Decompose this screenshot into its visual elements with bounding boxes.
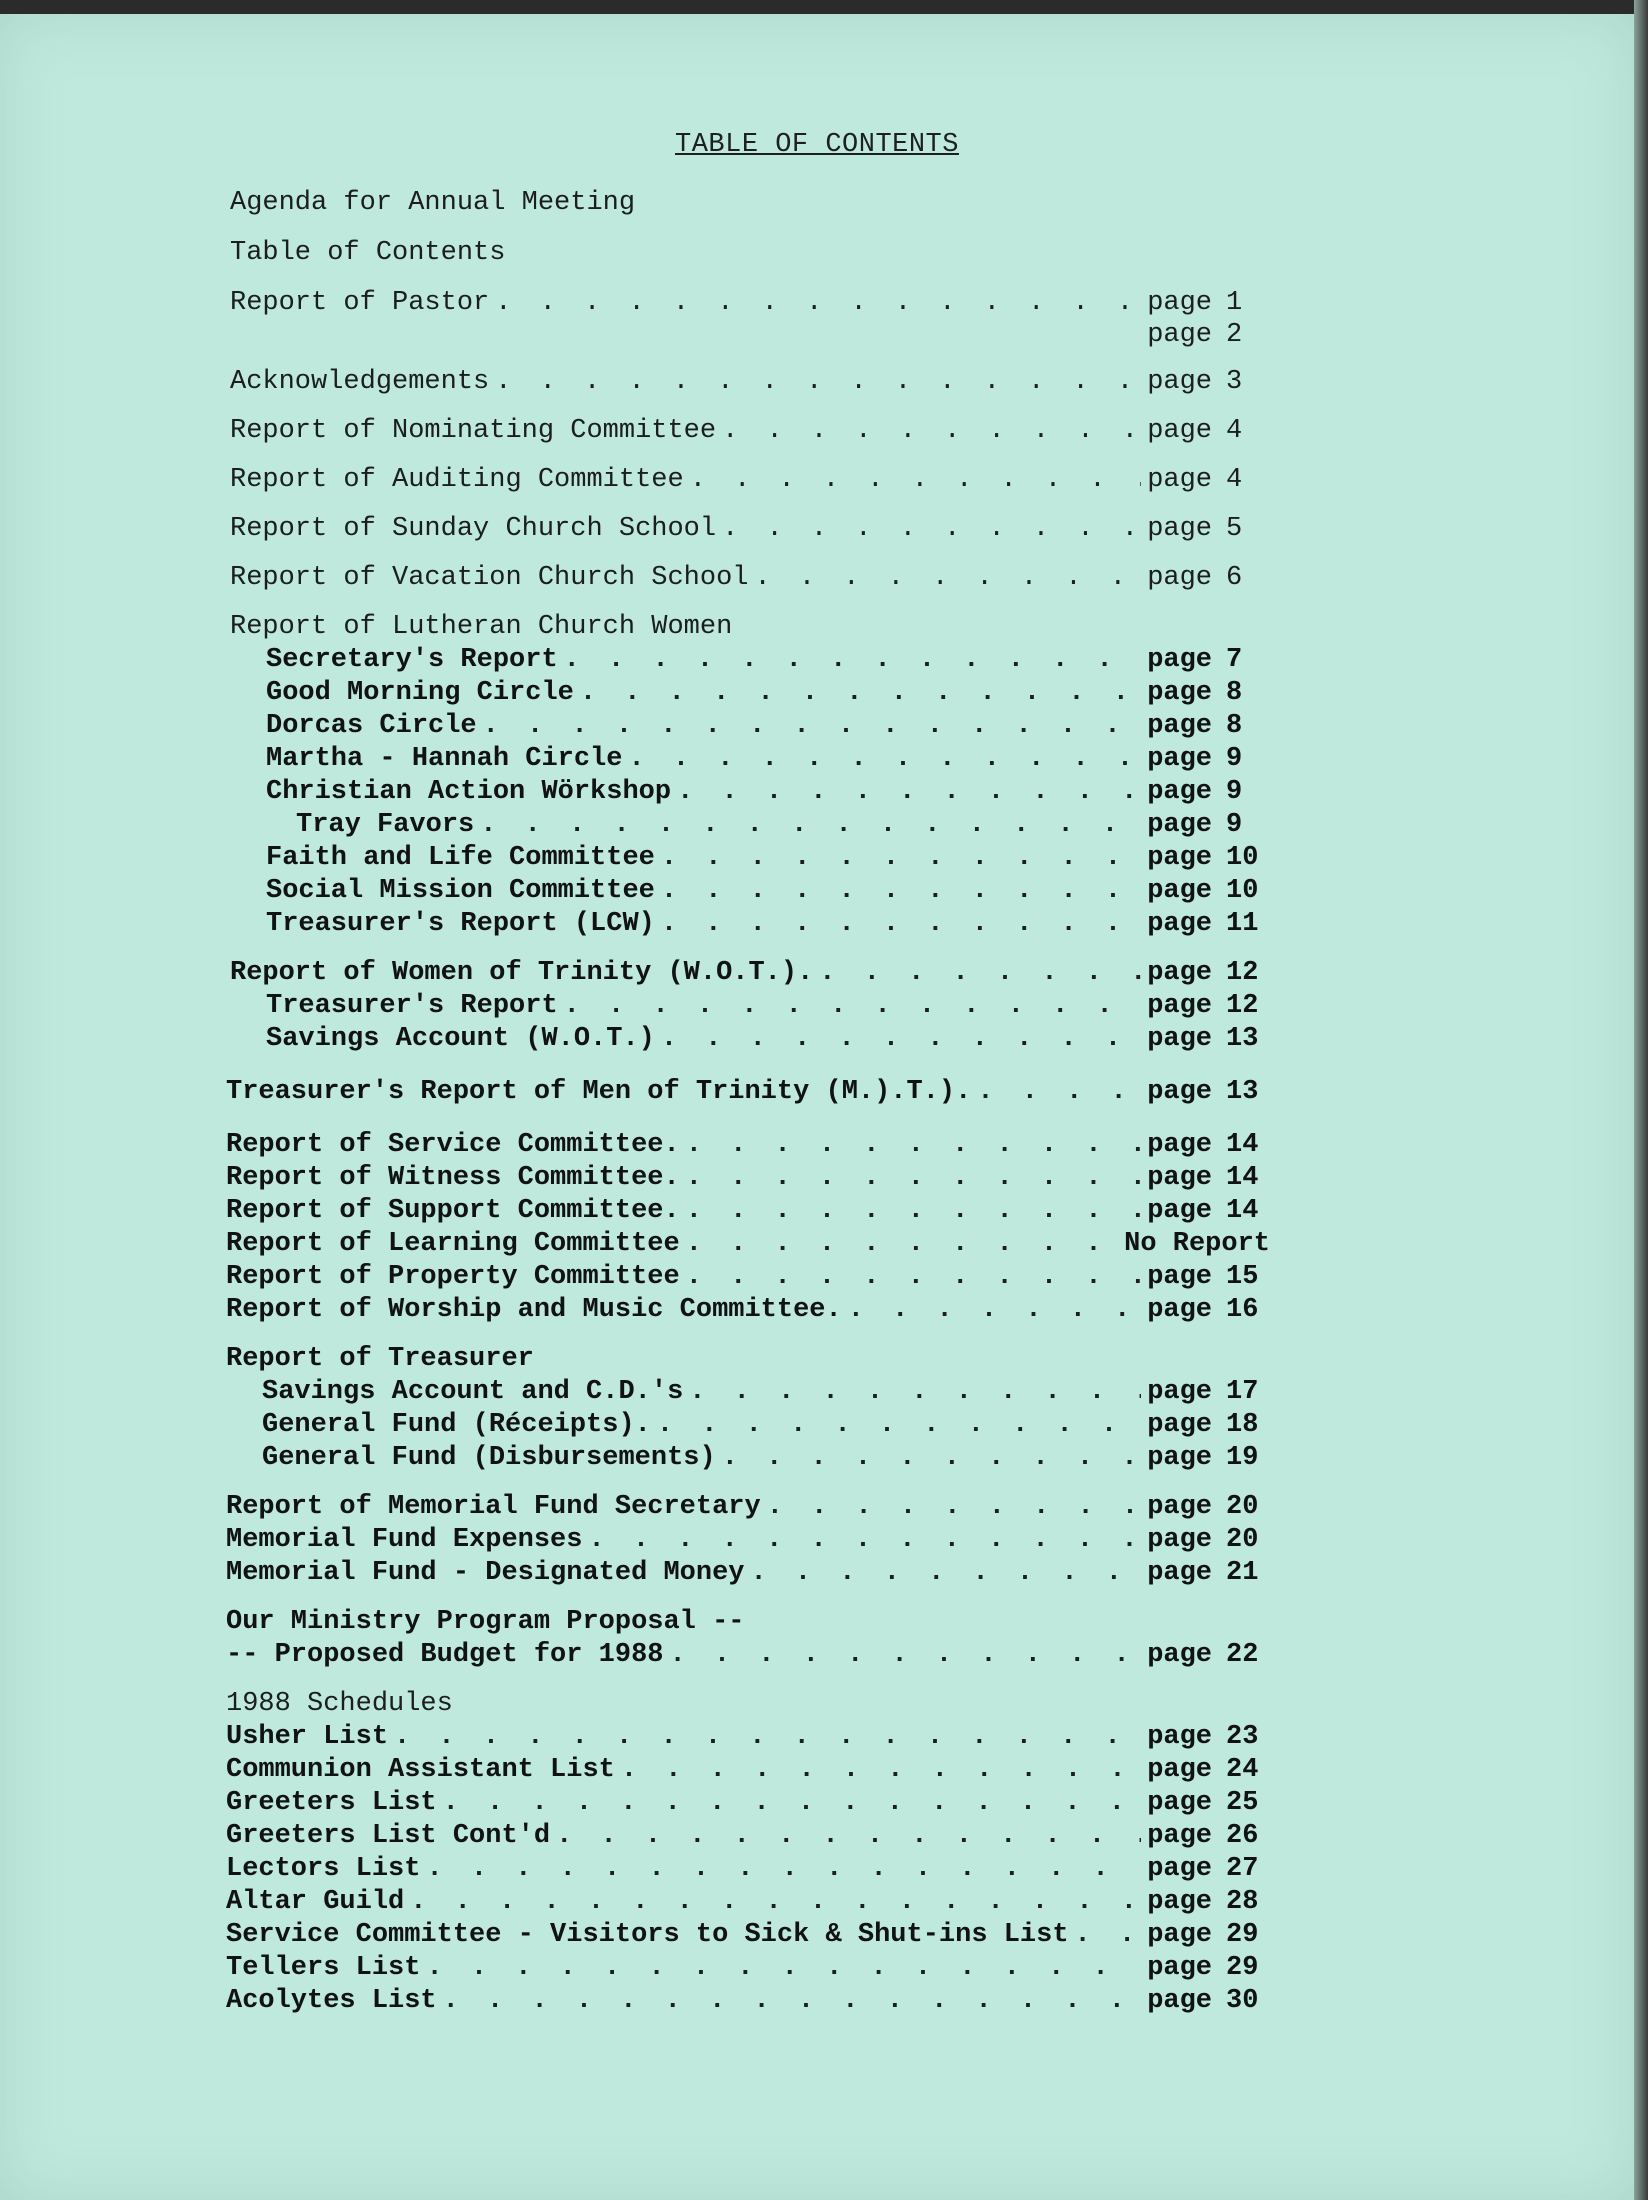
page-word: page [1147, 810, 1212, 840]
toc-page-ref [1147, 563, 1270, 593]
dot-leader [564, 645, 1142, 675]
page-word: page [1147, 514, 1212, 544]
toc-entry [230, 320, 1270, 353]
toc-entry-label: Christian Action Wörkshop [266, 777, 672, 807]
toc-entry-label: Treasurer's Report [266, 991, 558, 1021]
page-number: 16 [1226, 1295, 1259, 1325]
dot-leader [686, 1163, 1142, 1193]
toc-entry-label: Service Committee - Visitors to Sick & Shut-ins List [226, 1920, 1069, 1950]
toc-entry-label: Martha - Hannah Circle [266, 744, 623, 774]
toc-page-ref [1147, 645, 1270, 675]
toc-entry-label: Acolytes List [226, 1986, 437, 2016]
dot-leader [661, 876, 1141, 906]
toc-page-ref [1147, 777, 1270, 807]
toc-entry [230, 612, 1270, 645]
dot-leader [686, 1196, 1142, 1226]
dot-leader [495, 288, 1141, 318]
toc-entry-label: Report of Vacation Church School [230, 563, 749, 593]
page-number: 20 [1226, 1525, 1259, 1555]
dot-leader [628, 744, 1141, 774]
toc-entry [230, 288, 1270, 321]
dot-leader [483, 711, 1142, 741]
page-word: page [1147, 777, 1212, 807]
page-number: 11 [1226, 909, 1259, 939]
toc-entry-label: Usher List [226, 1722, 389, 1752]
page-number: 20 [1226, 1492, 1259, 1522]
toc-entry [226, 1262, 1270, 1295]
toc-entry-label: Good Morning Circle [266, 678, 574, 708]
page-number: 1 [1226, 288, 1243, 318]
dot-leader [977, 1077, 1141, 1107]
page-number: 3 [1226, 367, 1243, 397]
toc-page-ref [1147, 1640, 1270, 1670]
page-number: 19 [1226, 1443, 1259, 1473]
toc-page-ref [1147, 1130, 1270, 1160]
toc-entry [226, 1525, 1270, 1558]
page-number: 26 [1226, 1821, 1259, 1851]
dot-leader [767, 1492, 1142, 1522]
page-number: 2 [1226, 320, 1243, 350]
dot-leader [661, 1024, 1141, 1054]
page-number: 12 [1226, 991, 1259, 1021]
dot-leader [588, 1525, 1141, 1555]
toc-page-ref [1147, 876, 1270, 906]
page-word: page [1147, 1920, 1212, 1950]
page-word: page [1147, 711, 1212, 741]
toc-entry-label: Report of Lutheran Church Women [230, 612, 733, 642]
dot-leader [754, 563, 1141, 593]
page-word: page [1147, 1295, 1212, 1325]
toc-page-ref [1147, 678, 1270, 708]
document-page [0, 14, 1634, 2200]
page-word: page [1147, 1410, 1212, 1440]
toc-page-ref [1147, 320, 1270, 350]
toc-page-ref [1147, 1887, 1270, 1917]
page-number: 12 [1226, 958, 1259, 988]
toc-entry-label: Memorial Fund Expenses [226, 1525, 583, 1555]
page-number: 17 [1226, 1377, 1259, 1407]
page-number: 6 [1226, 563, 1243, 593]
toc-entry [230, 238, 1270, 271]
toc-page-ref [1147, 1196, 1270, 1226]
page-number: 9 [1226, 777, 1243, 807]
toc-page-ref [1147, 1788, 1270, 1818]
toc-page-ref [1147, 1492, 1270, 1522]
page-number: 10 [1226, 876, 1259, 906]
document-title: TABLE OF CONTENTS [675, 130, 959, 160]
page-number: 29 [1226, 1920, 1259, 1950]
page-number: 9 [1226, 810, 1243, 840]
toc-entry-label: Faith and Life Committee [266, 843, 655, 873]
toc-entry [226, 1196, 1270, 1229]
page-number: 21 [1226, 1558, 1259, 1588]
toc-page-ref [1147, 1986, 1270, 2016]
dot-leader [426, 1854, 1141, 1884]
page-number: 25 [1226, 1788, 1259, 1818]
toc-page-ref [1147, 1920, 1270, 1950]
toc-page-ref [1147, 958, 1270, 988]
toc-page-ref [1147, 288, 1270, 318]
page-word: page [1147, 367, 1212, 397]
dot-leader [722, 1443, 1142, 1473]
page-word: page [1147, 744, 1212, 774]
toc-entry-label: Savings Account and C.D.'s [262, 1377, 684, 1407]
toc-entry [226, 1558, 1270, 1591]
toc-entry-label: Social Mission Committee [266, 876, 655, 906]
toc-entry-label: Report of Memorial Fund Secretary [226, 1492, 761, 1522]
page-edge-shadow [1634, 0, 1648, 2200]
toc-entry [226, 1953, 1270, 1986]
page-word: page [1147, 320, 1212, 350]
dot-leader [1075, 1920, 1142, 1950]
toc-entry [226, 1229, 1270, 1262]
toc-entry [226, 1130, 1270, 1163]
dot-leader [669, 1640, 1141, 1670]
toc-page-ref [1147, 711, 1270, 741]
toc-entry [230, 810, 1270, 843]
page-number: 22 [1226, 1640, 1259, 1670]
toc-entry [226, 1163, 1270, 1196]
page-word: page [1147, 416, 1212, 446]
page-word: page [1147, 876, 1212, 906]
toc-entry-label: Our Ministry Program Proposal -- [226, 1607, 745, 1637]
toc-entry-label: Report of Auditing Committee [230, 465, 684, 495]
dot-leader [443, 1986, 1142, 2016]
page-word: page [1147, 1986, 1212, 2016]
page-number: 14 [1226, 1163, 1259, 1193]
toc-entry [226, 1410, 1270, 1443]
page-number: 13 [1226, 1077, 1259, 1107]
page-word: page [1147, 1887, 1212, 1917]
toc-page-ref [1147, 1163, 1270, 1193]
page-number: 8 [1226, 678, 1243, 708]
toc-entry-label: Dorcas Circle [266, 711, 477, 741]
page-word: page [1147, 1262, 1212, 1292]
dot-leader [621, 1755, 1141, 1785]
toc-entry-label: Report of Pastor [230, 288, 490, 318]
toc-page-ref [1147, 367, 1270, 397]
toc-entry [226, 1821, 1270, 1854]
toc-entry [230, 876, 1270, 909]
page-word: page [1147, 1130, 1212, 1160]
toc-entry-label: Treasurer's Report of Men of Trinity (M.).T.). [226, 1077, 972, 1107]
dot-leader [750, 1558, 1141, 1588]
toc-entry-label: Report of Worship and Music Committee. [226, 1295, 842, 1325]
page-word: page [1147, 958, 1212, 988]
toc-entry [226, 1443, 1270, 1476]
toc-entry [230, 744, 1270, 777]
toc-entry-label: Tellers List [226, 1953, 421, 1983]
page-word: page [1147, 909, 1212, 939]
page-number: 7 [1226, 645, 1243, 675]
toc-entry [230, 367, 1270, 400]
toc-page-ref [1147, 909, 1270, 939]
toc-page-ref [1147, 1821, 1270, 1851]
dot-leader [495, 367, 1141, 397]
toc-entry [226, 1607, 1270, 1640]
toc-page-ref [1147, 416, 1270, 446]
toc-entry-label: Tray Favors [296, 810, 475, 840]
page-word: page [1147, 1821, 1212, 1851]
toc-entry-label: Altar Guild [226, 1887, 405, 1917]
toc-page-ref [1147, 1295, 1270, 1325]
toc-page-ref [1147, 1854, 1270, 1884]
toc-entry-label: Report of Learning Committee [226, 1229, 680, 1259]
toc-page-ref [1147, 1722, 1270, 1752]
toc-entry-label: Secretary's Report [266, 645, 558, 675]
toc-entry [230, 188, 1270, 221]
toc-entry-label: -- Proposed Budget for 1988 [226, 1640, 664, 1670]
toc-page-ref [1147, 1262, 1270, 1292]
toc-entry [230, 416, 1270, 449]
page-number: 15 [1226, 1262, 1259, 1292]
toc-entry [226, 1377, 1270, 1410]
page-word: page [1147, 1196, 1212, 1226]
toc-page-ref [1147, 843, 1270, 873]
dot-leader [848, 1295, 1141, 1325]
page-word: page [1147, 678, 1212, 708]
toc-page-ref [1124, 1229, 1270, 1259]
page-word: page [1147, 1163, 1212, 1193]
dot-leader [394, 1722, 1141, 1752]
dot-leader [556, 1821, 1141, 1851]
toc-page-ref [1147, 1443, 1270, 1473]
page-number: 4 [1226, 416, 1243, 446]
dot-leader [686, 1229, 1118, 1259]
page-number: 8 [1226, 711, 1243, 741]
toc-entry [226, 1887, 1270, 1920]
toc-page-ref [1147, 744, 1270, 774]
page-number: 14 [1226, 1130, 1259, 1160]
toc-entry [226, 1920, 1270, 1953]
dot-leader [722, 416, 1141, 446]
toc-entry [230, 1024, 1270, 1057]
page-number: 18 [1226, 1410, 1259, 1440]
page-number: 24 [1226, 1755, 1259, 1785]
toc-entry [226, 1722, 1270, 1755]
dot-leader [661, 843, 1141, 873]
toc-entry-label: Greeters List [226, 1788, 437, 1818]
toc-entry [226, 1854, 1270, 1887]
toc-entry-label: Report of Treasurer [226, 1344, 534, 1374]
toc-entry-label: General Fund (Disbursements) [262, 1443, 716, 1473]
page-word: page [1147, 465, 1212, 495]
toc-entry-label: Report of Women of Trinity (W.O.T.). [230, 958, 814, 988]
toc-entry [226, 1492, 1270, 1525]
toc-page-ref [1147, 1024, 1270, 1054]
dot-leader [677, 777, 1141, 807]
toc-entry-label: Report of Sunday Church School [230, 514, 717, 544]
page-number: 5 [1226, 514, 1243, 544]
table-of-contents [226, 184, 1270, 2019]
page-number: 30 [1226, 1986, 1259, 2016]
toc-page-ref [1147, 1755, 1270, 1785]
toc-entry-label: Lectors List [226, 1854, 421, 1884]
toc-entry [230, 991, 1270, 1024]
dot-leader [480, 810, 1141, 840]
page-note: No Report [1124, 1229, 1270, 1259]
page-word: page [1147, 288, 1212, 318]
dot-leader [657, 1410, 1141, 1440]
toc-entry [230, 777, 1270, 810]
toc-entry [230, 465, 1270, 498]
page-word: page [1147, 843, 1212, 873]
toc-entry [230, 514, 1270, 547]
dot-leader [410, 1887, 1141, 1917]
dot-leader [819, 958, 1141, 988]
toc-entry-label: Treasurer's Report (LCW) [266, 909, 655, 939]
page-number: 13 [1226, 1024, 1259, 1054]
toc-page-ref [1147, 810, 1270, 840]
toc-entry [226, 1986, 1270, 2019]
dot-leader [426, 1953, 1141, 1983]
toc-entry-label: Greeters List Cont'd [226, 1821, 551, 1851]
page-word: page [1147, 645, 1212, 675]
toc-entry [230, 645, 1270, 678]
toc-entry-label: Report of Property Committee [226, 1262, 680, 1292]
page-word: page [1147, 1640, 1212, 1670]
toc-page-ref [1147, 465, 1270, 495]
toc-entry-label: Agenda for Annual Meeting [230, 188, 636, 218]
page-word: page [1147, 563, 1212, 593]
toc-page-ref [1147, 1953, 1270, 1983]
toc-entry [230, 843, 1270, 876]
page-number: 9 [1226, 744, 1243, 774]
toc-entry-label: Savings Account (W.O.T.) [266, 1024, 655, 1054]
page-number: 10 [1226, 843, 1259, 873]
toc-entry [230, 711, 1270, 744]
page-word: page [1147, 1558, 1212, 1588]
toc-page-ref [1147, 1558, 1270, 1588]
dot-leader [689, 1377, 1141, 1407]
toc-page-ref [1147, 991, 1270, 1021]
toc-entry [230, 563, 1270, 596]
toc-entry [226, 1077, 1270, 1110]
toc-entry-label: Acknowledgements [230, 367, 490, 397]
page-word: page [1147, 1077, 1212, 1107]
dot-leader [686, 1262, 1142, 1292]
page-word: page [1147, 1755, 1212, 1785]
page-word: page [1147, 991, 1212, 1021]
toc-page-ref [1147, 514, 1270, 544]
page-word: page [1147, 1525, 1212, 1555]
page-number: 14 [1226, 1196, 1259, 1226]
toc-entry-label: Report of Service Committee. [226, 1130, 680, 1160]
page-word: page [1147, 1443, 1212, 1473]
toc-entry [230, 909, 1270, 942]
page-word: page [1147, 1788, 1212, 1818]
toc-entry [230, 678, 1270, 711]
toc-page-ref [1147, 1077, 1270, 1107]
toc-page-ref [1147, 1377, 1270, 1407]
toc-entry-label: Memorial Fund - Designated Money [226, 1558, 745, 1588]
toc-entry-label: 1988 Schedules [226, 1689, 453, 1719]
page-number: 27 [1226, 1854, 1259, 1884]
page-word: page [1147, 1854, 1212, 1884]
dot-leader [686, 1130, 1142, 1160]
page-number: 23 [1226, 1722, 1259, 1752]
toc-entry [230, 958, 1270, 991]
page-number: 29 [1226, 1953, 1259, 1983]
dot-leader [722, 514, 1141, 544]
toc-entry-label: Report of Support Committee. [226, 1196, 680, 1226]
page-number: 4 [1226, 465, 1243, 495]
dot-leader [661, 909, 1141, 939]
toc-entry-label: Report of Nominating Committee [230, 416, 717, 446]
dot-leader [580, 678, 1141, 708]
page-word: page [1147, 1024, 1212, 1054]
toc-entry-label: Report of Witness Committee. [226, 1163, 680, 1193]
toc-entry-label: Communion Assistant List [226, 1755, 615, 1785]
page-word: page [1147, 1953, 1212, 1983]
dot-leader [690, 465, 1142, 495]
toc-entry [226, 1295, 1270, 1328]
page-word: page [1147, 1722, 1212, 1752]
page-number: 28 [1226, 1887, 1259, 1917]
page-word: page [1147, 1492, 1212, 1522]
page-word: page [1147, 1377, 1212, 1407]
toc-entry [226, 1344, 1270, 1377]
toc-entry-label: Table of Contents [230, 238, 506, 268]
toc-entry [226, 1788, 1270, 1821]
toc-page-ref [1147, 1525, 1270, 1555]
dot-leader [564, 991, 1142, 1021]
toc-entry [226, 1689, 1270, 1722]
toc-entry [226, 1755, 1270, 1788]
toc-entry-label: General Fund (Réceipts). [262, 1410, 651, 1440]
toc-entry [226, 1640, 1270, 1673]
toc-page-ref [1147, 1410, 1270, 1440]
dot-leader [443, 1788, 1142, 1818]
